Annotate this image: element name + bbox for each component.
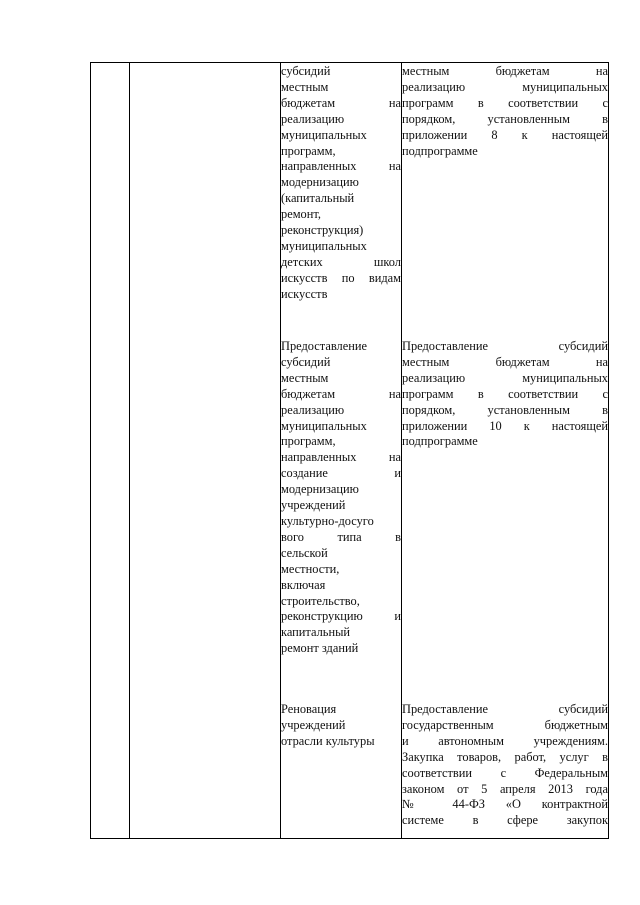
text-line: реализацию муниципальных (402, 370, 608, 385)
text-line: учреждений (281, 498, 346, 513)
text-line: программ в соответствии с (402, 95, 608, 110)
text-line: вого типа в (281, 529, 401, 544)
text-line: программ в соответствии с (402, 386, 608, 401)
text-line: Закупка товаров, работ, услуг в (402, 749, 608, 764)
text-line: капитальный (281, 625, 351, 640)
text-line: сельской (281, 545, 328, 560)
text-line: субсидий (281, 64, 331, 78)
table-cell-mechanism-2 (402, 339, 608, 450)
text-line: реализацию (281, 111, 345, 126)
text-line: местным (281, 79, 329, 94)
text-line: системе в сфере закупок (402, 813, 608, 828)
text-line: законом от 5 апреля 2013 года (402, 781, 608, 796)
text-line: искусств (281, 286, 328, 301)
text-line: отрасли культуры (281, 733, 375, 748)
text-line: направленных на (281, 159, 401, 174)
text-line: бюджетам на (281, 386, 401, 401)
table-col-border-2 (129, 62, 130, 839)
text-line: Предоставление субсидий (402, 702, 608, 716)
text-line: Реновация (281, 702, 337, 716)
text-line: реконструкция) (281, 223, 364, 238)
text-line: реализацию (281, 402, 345, 417)
text-line: подпрограмме (402, 143, 478, 158)
text-line: искусств по видам (281, 270, 401, 285)
text-line: муниципальных (281, 418, 367, 433)
text-line: создание и (281, 466, 401, 481)
table-cell-measure-2 (281, 339, 401, 657)
text-line: местным бюджетам на (402, 64, 608, 78)
text-line: направленных на (281, 450, 401, 465)
text-line: Предоставление (281, 339, 367, 353)
table-cell-measure-3 (281, 702, 401, 750)
text-line: порядком, установленным в (402, 402, 608, 417)
text-line: субсидий (281, 354, 331, 369)
text-line: порядком, установленным в (402, 111, 608, 126)
text-line: № 44-ФЗ «О контрактной (402, 797, 608, 812)
text-line: приложении 8 к настоящей (402, 127, 608, 142)
text-line: муниципальных (281, 127, 367, 142)
table-cell-mechanism-3 (402, 702, 608, 829)
text-line: программ, (281, 143, 336, 158)
text-line: и автономным учреждениям. (402, 733, 608, 748)
text-line: культурно-досуго (281, 513, 374, 528)
text-line: подпрограмме (402, 434, 478, 449)
text-line: модернизацию (281, 175, 359, 190)
text-line: местности, (281, 561, 340, 576)
table-cell-mechanism-1 (402, 64, 608, 159)
text-line: программ, (281, 434, 336, 449)
text-line: ремонт зданий (281, 641, 359, 656)
text-line: модернизацию (281, 482, 359, 497)
text-line: реализацию муниципальных (402, 79, 608, 94)
text-line: бюджетам на (281, 95, 401, 110)
text-line: муниципальных (281, 238, 367, 253)
text-line: детских школ (281, 254, 401, 269)
text-line: ремонт, (281, 207, 321, 222)
table-col-border-1 (90, 62, 91, 839)
text-line: Предоставление субсидий (402, 339, 608, 353)
text-line: (капитальный (281, 191, 355, 206)
text-line: государственным бюджетным (402, 717, 608, 732)
table-cell-measure-1 (281, 64, 401, 303)
text-line: приложении 10 к настоящей (402, 418, 608, 433)
text-line: местным бюджетам на (402, 354, 608, 369)
text-line: соответствии с Федеральным (402, 765, 608, 780)
table-top-border (90, 62, 609, 63)
table-col-border-5 (608, 62, 609, 839)
table-bottom-border (90, 838, 609, 839)
text-line: включая (281, 577, 326, 592)
text-line: местным (281, 370, 329, 385)
text-line: учреждений (281, 717, 346, 732)
text-line: строительство, (281, 593, 360, 608)
text-line: реконструкцию и (281, 609, 401, 624)
